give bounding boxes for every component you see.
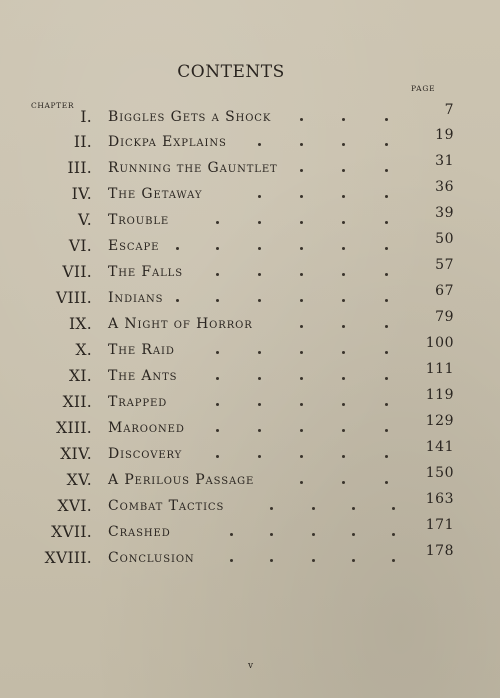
- chapter-numeral: VI.: [68, 237, 92, 255]
- chapter-page: 50: [435, 231, 454, 247]
- toc-entry: [0, 153, 500, 183]
- leader-dots: [0, 133, 500, 157]
- chapter-title: Marooned: [108, 420, 185, 436]
- leader-dots: [0, 237, 500, 261]
- chapter-numeral: XVII.: [51, 523, 92, 541]
- leader-dots: [0, 185, 500, 209]
- page-title: CONTENTS: [177, 62, 285, 82]
- chapter-title: Biggles Gets a Shock: [108, 109, 272, 125]
- chapter-title: The Falls: [108, 264, 183, 280]
- page-column-label: PAGE: [411, 84, 436, 93]
- chapter-numeral: XIV.: [60, 445, 92, 463]
- chapter-title: Crashed: [108, 524, 171, 540]
- leader-dots: [0, 263, 500, 287]
- chapter-page: 7: [444, 102, 454, 118]
- chapter-title: A Night of Horror: [108, 316, 253, 332]
- chapter-numeral: XI.: [69, 367, 92, 385]
- chapter-page: 163: [425, 491, 454, 507]
- chapter-page: 31: [435, 153, 454, 169]
- chapter-title: Trouble: [108, 212, 170, 228]
- chapter-page: 100: [425, 335, 454, 351]
- chapter-title: Indians: [108, 290, 164, 306]
- chapter-page: 79: [435, 309, 454, 325]
- chapter-page: 141: [425, 439, 454, 455]
- chapter-numeral: V.: [77, 211, 92, 229]
- chapter-title: Escape: [108, 238, 160, 254]
- chapter-numeral: III.: [67, 159, 92, 177]
- chapter-page: 57: [435, 257, 454, 273]
- chapter-numeral: X.: [75, 341, 92, 359]
- chapter-numeral: XV.: [66, 471, 92, 489]
- page-number: v: [248, 661, 254, 671]
- chapter-numeral: XVIII.: [44, 549, 92, 567]
- toc-entry: [0, 179, 500, 209]
- chapter-title: The Ants: [108, 368, 178, 384]
- leader-dots: [0, 108, 500, 132]
- chapter-title: Running the Gauntlet: [108, 160, 278, 176]
- chapter-page: 19: [435, 127, 454, 143]
- chapter-title: Trapped: [108, 394, 168, 410]
- chapter-numeral: XVI.: [57, 497, 92, 515]
- chapter-numeral: XIII.: [56, 419, 92, 437]
- leader-dots: [0, 289, 500, 313]
- chapter-numeral: IX.: [69, 315, 92, 333]
- chapter-numeral: VIII.: [56, 289, 92, 307]
- toc-entry: [0, 205, 500, 235]
- chapter-numeral: I.: [80, 108, 92, 126]
- chapter-page: 111: [425, 361, 454, 377]
- toc-entry: [0, 283, 500, 313]
- chapter-numeral: VII.: [62, 263, 92, 281]
- toc-entry: [0, 257, 500, 287]
- chapter-title: Combat Tactics: [108, 498, 225, 514]
- toc-entry: [0, 231, 500, 261]
- chapter-column-label: CHAPTER: [31, 101, 75, 110]
- chapter-page: 129: [425, 413, 454, 429]
- toc-entry: [0, 127, 500, 157]
- chapter-numeral: XII.: [62, 393, 92, 411]
- chapter-page: 178: [425, 543, 454, 559]
- chapter-page: 119: [425, 387, 454, 403]
- chapter-title: The Getaway: [108, 186, 203, 202]
- chapter-title: A Perilous Passage: [108, 472, 255, 488]
- chapter-title: Conclusion: [108, 550, 195, 566]
- chapter-page: 67: [435, 283, 454, 299]
- chapter-numeral: IV.: [71, 185, 92, 203]
- toc-entry: [0, 543, 500, 573]
- chapter-title: Discovery: [108, 446, 183, 462]
- chapter-page: 36: [435, 179, 454, 195]
- chapter-page: 39: [435, 205, 454, 221]
- chapter-title: Dickpa Explains: [108, 134, 227, 150]
- chapter-title: The Raid: [108, 342, 175, 358]
- chapter-numeral: II.: [73, 133, 92, 151]
- chapter-page: 171: [425, 517, 454, 533]
- leader-dots: [0, 159, 500, 183]
- leader-dots: [0, 211, 500, 235]
- chapter-page: 150: [425, 465, 454, 481]
